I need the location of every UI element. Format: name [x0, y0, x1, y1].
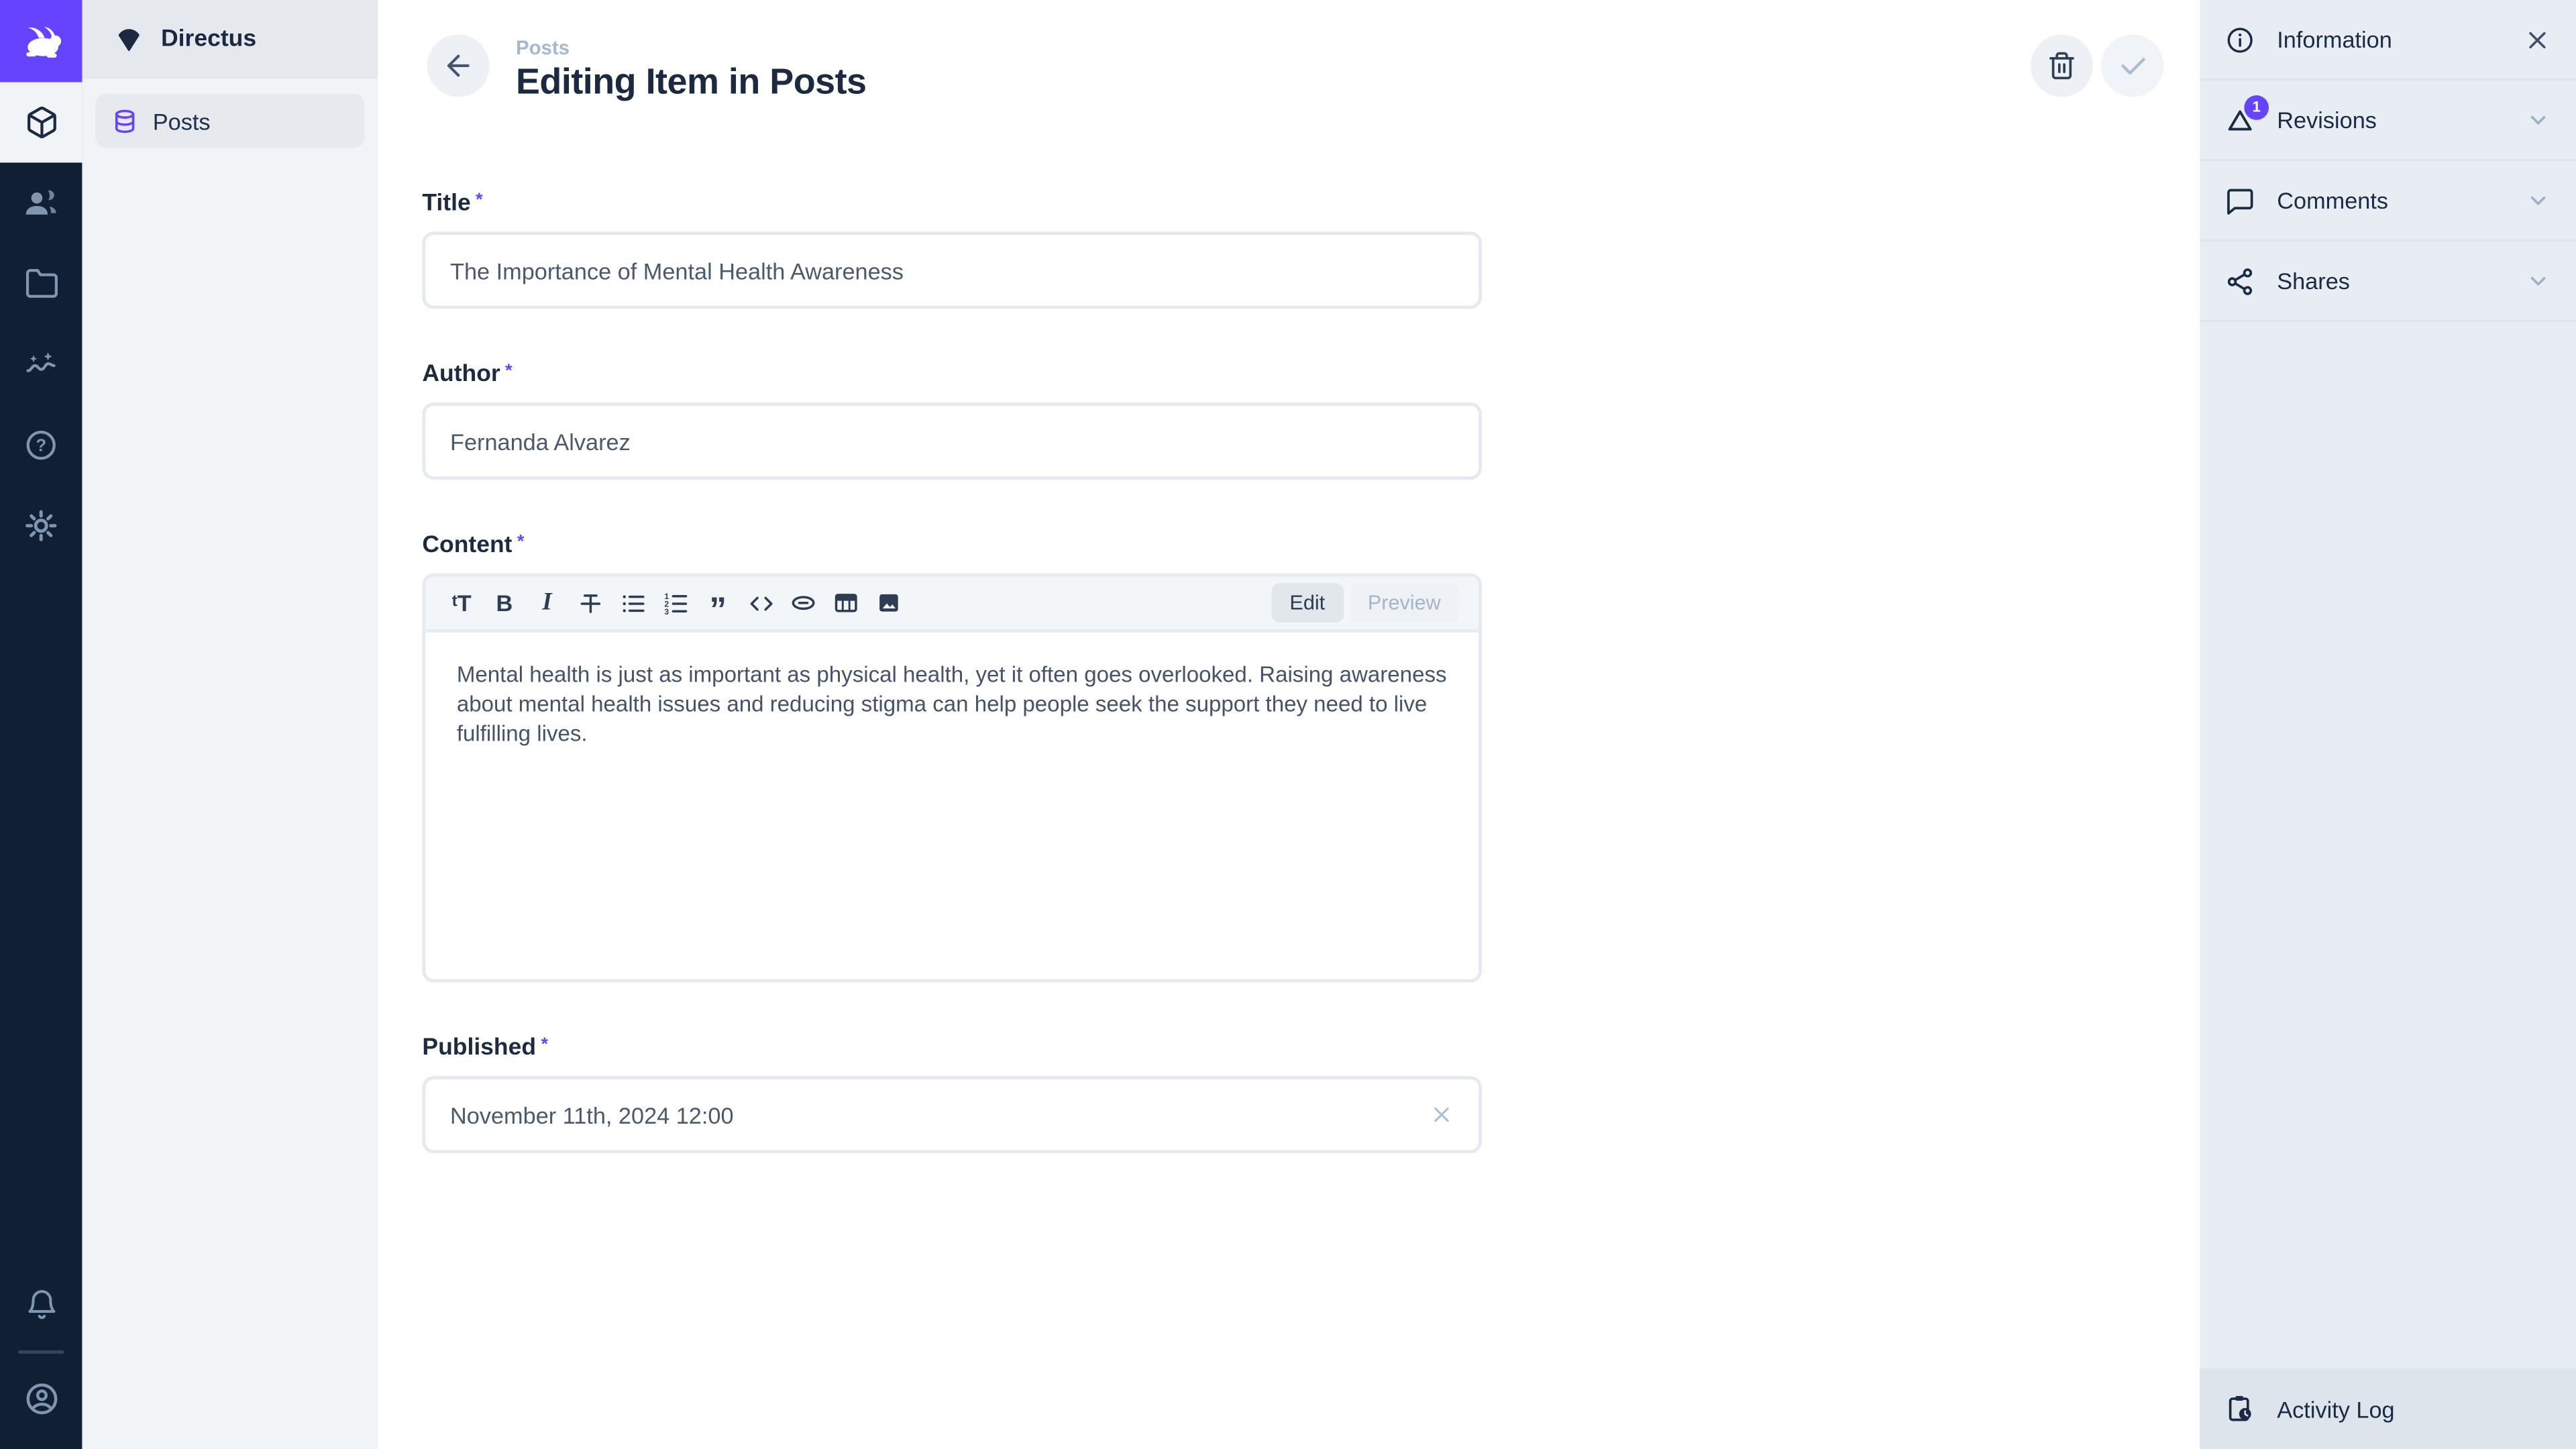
content-textarea[interactable]: Mental health is just as important as physical health, yet it often goes overlooked. Raising awareness about mental health issues and reducing stigma can help people seek the support they need to live fulfilling lives.: [456, 661, 1447, 746]
field-published: [422, 1035, 1482, 1153]
gear-icon: [23, 507, 59, 543]
sidebar-section-comments[interactable]: Comments: [2200, 161, 2576, 241]
page-title: Editing Item in Posts: [515, 60, 867, 102]
field-title: [422, 191, 1482, 309]
revisions-badge: 1: [2244, 95, 2269, 119]
folder-icon: [24, 266, 58, 301]
numbered-list-button[interactable]: [654, 582, 697, 625]
module-file-library[interactable]: [0, 243, 82, 323]
svg-text:2: 2: [663, 598, 668, 608]
code-button[interactable]: [739, 582, 782, 625]
image-icon: [874, 588, 904, 618]
activity-log-button[interactable]: Activity Log: [2200, 1368, 2576, 1449]
strikethrough-icon: [576, 589, 604, 617]
module-bar-divider: [18, 1350, 64, 1354]
nav-item-posts[interactable]: [95, 94, 365, 148]
delete-button[interactable]: [2031, 34, 2093, 97]
comment-icon: [2224, 185, 2256, 217]
module-settings[interactable]: [0, 484, 82, 565]
required-marker: *: [476, 191, 483, 211]
save-button[interactable]: [2101, 34, 2163, 97]
bell-icon: [24, 1288, 58, 1322]
sidebar-section-revisions[interactable]: 1 Revisions: [2200, 80, 2576, 161]
image-button[interactable]: [867, 582, 910, 625]
svg-text:?: ?: [36, 435, 47, 455]
module-help[interactable]: [0, 404, 82, 484]
sidebar-section-shares[interactable]: Shares: [2200, 241, 2576, 322]
author-input[interactable]: Fernanda Alvarez: [422, 402, 1482, 480]
italic-button[interactable]: [526, 582, 569, 625]
field-published-label: Published *: [422, 1034, 548, 1062]
navigation-sidebar: [82, 0, 378, 1449]
revisions-icon: [2224, 98, 2261, 136]
close-sidebar-button[interactable]: [2524, 25, 2552, 54]
clear-x-icon: [1430, 1102, 1454, 1127]
svg-text:1: 1: [663, 590, 668, 600]
module-bar: [0, 0, 82, 1449]
svg-text:3: 3: [663, 606, 668, 616]
clear-date-button[interactable]: [1430, 1102, 1454, 1127]
editor-toolbar: [425, 577, 1479, 633]
numbered-list-icon: [661, 589, 690, 617]
close-icon: [2524, 25, 2552, 54]
help-icon: [23, 427, 59, 463]
required-marker: *: [517, 532, 525, 552]
notifications-button[interactable]: [0, 1265, 82, 1346]
module-user-directory[interactable]: [0, 162, 82, 243]
field-content: [422, 532, 1482, 982]
main-content: [378, 0, 2200, 1449]
published-input[interactable]: [422, 1076, 1482, 1153]
italic-icon: I: [542, 588, 552, 616]
nav-item-label: Posts: [152, 107, 211, 134]
back-button[interactable]: [427, 34, 490, 97]
blockquote-icon: ”: [709, 590, 727, 629]
project-logo-icon: [115, 25, 143, 54]
module-insights[interactable]: [0, 323, 82, 404]
markdown-editor: [422, 574, 1482, 983]
field-content-label: Content *: [422, 532, 525, 559]
breadcrumb[interactable]: Posts: [515, 36, 570, 60]
bullet-list-icon: [619, 589, 647, 617]
title-input[interactable]: The Importance of Mental Health Awareness: [422, 231, 1482, 309]
link-icon: [789, 588, 818, 618]
link-button[interactable]: [782, 582, 825, 625]
share-icon: [2224, 266, 2256, 297]
editor-tabs: [1271, 583, 1458, 623]
chevron-down-icon: [2525, 187, 2551, 213]
header-actions: [2031, 34, 2163, 97]
field-author-label: Author *: [422, 361, 513, 388]
required-marker: *: [541, 1034, 548, 1055]
module-content[interactable]: [0, 82, 82, 162]
code-icon: [747, 589, 775, 617]
table-icon: [831, 588, 861, 618]
heading-button[interactable]: t T: [440, 582, 483, 625]
user-circle-icon: [22, 1380, 60, 1417]
insights-icon: [23, 346, 59, 382]
sidebar-section-information[interactable]: Information: [2200, 0, 2576, 80]
tab-preview[interactable]: Preview: [1350, 583, 1459, 623]
item-form: [422, 191, 1482, 1153]
box-icon: [24, 105, 58, 140]
bold-icon: B: [496, 590, 513, 616]
page-header: [378, 0, 2200, 103]
info-icon: [2224, 24, 2256, 56]
field-title-label: Title *: [422, 191, 483, 217]
blockquote-button[interactable]: [696, 582, 739, 629]
required-marker: *: [505, 361, 513, 382]
strikethrough-button[interactable]: [568, 582, 611, 625]
trash-icon: [2047, 51, 2076, 80]
title-block: [516, 34, 867, 103]
published-value: November 11th, 2024 12:00: [450, 1102, 734, 1128]
project-name: Directus: [161, 26, 257, 53]
bold-button[interactable]: [483, 582, 526, 625]
chevron-down-icon: [2525, 107, 2551, 133]
directus-rabbit-icon: [19, 19, 63, 63]
database-icon: [112, 107, 138, 133]
check-icon: [2117, 50, 2149, 82]
table-button[interactable]: [824, 582, 867, 625]
chevron-down-icon: [2525, 268, 2551, 294]
directus-logo-button[interactable]: [0, 0, 82, 82]
tab-edit[interactable]: Edit: [1271, 583, 1343, 623]
info-sidebar: [2200, 0, 2576, 1449]
user-menu-button[interactable]: [0, 1358, 82, 1439]
bullet-list-button[interactable]: [611, 582, 654, 625]
activity-log-icon: [2224, 1393, 2256, 1425]
project-header[interactable]: [82, 0, 378, 79]
field-author: [422, 362, 1482, 480]
users-icon: [23, 185, 59, 221]
arrow-left-icon: [442, 49, 475, 82]
